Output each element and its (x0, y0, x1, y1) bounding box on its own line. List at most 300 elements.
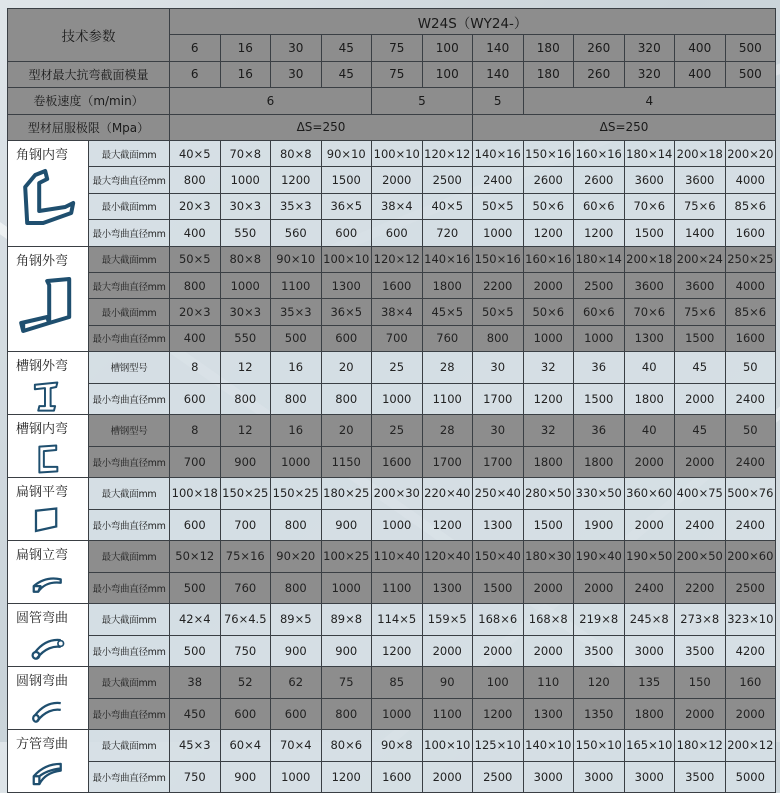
value-cell: 1800 (523, 446, 574, 478)
flat-bar-flat-bend-icon (28, 504, 68, 540)
value-cell: 8 (170, 352, 221, 384)
value-cell: 1800 (624, 698, 675, 730)
value-cell: 90 (422, 667, 473, 699)
value-cell: 2000 (725, 698, 776, 730)
value-cell: 75×6 (675, 193, 726, 219)
value-cell: 500 (271, 325, 322, 351)
value-cell: 2000 (372, 167, 423, 193)
value-cell: 800 (271, 572, 322, 604)
value-cell: 550 (220, 220, 271, 246)
value-cell: 1200 (372, 635, 423, 667)
value-cell: 2000 (574, 572, 625, 604)
table-row (8, 325, 776, 351)
value-cell: 700 (220, 509, 271, 541)
value-cell: 36×5 (321, 299, 372, 325)
value-cell: 1500 (473, 572, 524, 604)
modulus-value: 180 (523, 61, 574, 87)
table-row (8, 299, 776, 325)
value-cell: 1300 (624, 325, 675, 351)
model-number: 30 (271, 35, 322, 61)
group-cell (8, 541, 89, 604)
value-cell: 100×10 (321, 246, 372, 272)
table-row (8, 761, 776, 793)
value-cell: 1000 (220, 167, 271, 193)
value-cell: 180×30 (523, 541, 574, 573)
value-cell: 75×6 (675, 299, 726, 325)
value-cell: 2000 (473, 635, 524, 667)
value-cell: 1500 (624, 220, 675, 246)
angle-outer-bend-icon (13, 273, 83, 337)
value-cell: 89×5 (271, 604, 322, 636)
value-cell: 45 (675, 415, 726, 447)
flat-bar-edge-bend-icon (28, 567, 68, 603)
value-cell: 90×20 (271, 541, 322, 573)
value-cell: 50×6 (523, 299, 574, 325)
value-cell: 2000 (675, 383, 726, 415)
value-cell: 85×6 (725, 299, 776, 325)
value-cell: 160×16 (574, 140, 625, 166)
value-cell: 800 (170, 167, 221, 193)
model-number: 180 (523, 35, 574, 61)
value-cell: 1600 (372, 761, 423, 793)
value-cell: 150×40 (473, 541, 524, 573)
table-row (8, 415, 776, 447)
value-cell: 75 (321, 667, 372, 699)
row-label: 最小弯曲直径mm (89, 635, 170, 667)
value-cell: 150×25 (271, 478, 322, 510)
table-row (8, 383, 776, 415)
channel-inner-bend-icon (28, 441, 68, 477)
value-cell: 280×50 (523, 478, 574, 510)
value-cell: 12 (220, 415, 271, 447)
group-cell (8, 246, 89, 352)
value-cell: 150×16 (473, 246, 524, 272)
value-cell: 800 (271, 509, 322, 541)
value-cell: 1100 (372, 572, 423, 604)
value-cell: 1000 (372, 509, 423, 541)
yield-value: ΔS=250 (473, 114, 776, 140)
value-cell: 1400 (675, 220, 726, 246)
speed-label: 卷板速度（m/min） (8, 88, 170, 114)
row-label: 最大截面mm (89, 604, 170, 636)
value-cell: 900 (220, 446, 271, 478)
value-cell: 1000 (473, 220, 524, 246)
table-row (8, 272, 776, 298)
value-cell: 1000 (271, 446, 322, 478)
model-number: 140 (473, 35, 524, 61)
value-cell: 30×3 (220, 299, 271, 325)
row-label: 最大弯曲直径mm (89, 167, 170, 193)
row-label: 最大弯曲直径mm (89, 272, 170, 298)
value-cell: 75×16 (220, 541, 271, 573)
header-row-speed (8, 88, 776, 114)
model-name: W24S（WY24-） (170, 9, 776, 35)
value-cell: 2000 (675, 446, 726, 478)
modulus-value: 100 (422, 61, 473, 87)
value-cell: 1150 (321, 446, 372, 478)
value-cell: 273×8 (675, 604, 726, 636)
value-cell: 36×5 (321, 193, 372, 219)
yield-value: ΔS=250 (170, 114, 473, 140)
value-cell: 500×76 (725, 478, 776, 510)
value-cell: 50×12 (170, 541, 221, 573)
table-row (8, 446, 776, 478)
modulus-value: 260 (574, 61, 625, 87)
group-name: 方管弯曲 (16, 737, 69, 753)
value-cell: 45×5 (422, 299, 473, 325)
row-label: 最小弯曲直径mm (89, 220, 170, 246)
value-cell: 85 (372, 667, 423, 699)
value-cell: 50×5 (473, 193, 524, 219)
modulus-value: 16 (220, 61, 271, 87)
value-cell: 400 (170, 325, 221, 351)
value-cell: 3500 (675, 635, 726, 667)
value-cell: 165×10 (624, 730, 675, 762)
value-cell: 20×3 (170, 193, 221, 219)
param-label: 技术参数 (8, 9, 170, 62)
value-cell: 1000 (271, 761, 322, 793)
value-cell: 160×16 (523, 246, 574, 272)
row-label: 最大截面mm (89, 730, 170, 762)
table-row (8, 730, 776, 762)
yield-label: 型材屈服极限（Mpa） (8, 114, 170, 140)
value-cell: 1100 (422, 383, 473, 415)
speed-value: 5 (372, 88, 473, 114)
value-cell: 600 (220, 698, 271, 730)
value-cell: 800 (321, 698, 372, 730)
value-cell: 1000 (220, 272, 271, 298)
value-cell: 25 (372, 352, 423, 384)
value-cell: 4200 (725, 635, 776, 667)
group-cell (8, 604, 89, 667)
value-cell: 450 (170, 698, 221, 730)
value-cell: 140×16 (422, 246, 473, 272)
value-cell: 90×10 (321, 140, 372, 166)
speed-value: 5 (473, 88, 524, 114)
angle-inner-bend-icon (13, 167, 83, 231)
value-cell: 700 (372, 325, 423, 351)
value-cell: 1300 (523, 698, 574, 730)
group-cell (8, 140, 89, 246)
value-cell: 2000 (422, 635, 473, 667)
value-cell: 32 (523, 415, 574, 447)
table-row (8, 478, 776, 510)
value-cell: 200×50 (675, 541, 726, 573)
value-cell: 125×10 (473, 730, 524, 762)
header-row-yield (8, 114, 776, 140)
row-label: 最小弯曲直径mm (89, 761, 170, 793)
modulus-value: 75 (372, 61, 423, 87)
value-cell: 28 (422, 352, 473, 384)
table-row (8, 635, 776, 667)
value-cell: 2500 (574, 272, 625, 298)
value-cell: 330×50 (574, 478, 625, 510)
group-name: 槽钢内弯 (16, 422, 69, 438)
model-number: 45 (321, 35, 372, 61)
value-cell: 190×40 (574, 541, 625, 573)
speed-value: 6 (170, 88, 372, 114)
value-cell: 30 (473, 415, 524, 447)
group-cell (8, 730, 89, 793)
value-cell: 1200 (523, 383, 574, 415)
table-row (8, 246, 776, 272)
value-cell: 1600 (725, 220, 776, 246)
value-cell: 760 (220, 572, 271, 604)
value-cell: 2000 (523, 272, 574, 298)
value-cell: 8 (170, 415, 221, 447)
value-cell: 100×25 (321, 541, 372, 573)
value-cell: 200×18 (624, 246, 675, 272)
group-name: 槽钢外弯 (16, 359, 69, 375)
value-cell: 750 (220, 635, 271, 667)
value-cell: 1700 (422, 446, 473, 478)
value-cell: 500 (170, 635, 221, 667)
value-cell: 360×60 (624, 478, 675, 510)
value-cell: 80×8 (271, 140, 322, 166)
row-label: 最大截面mm (89, 541, 170, 573)
group-name: 角钢外弯 (16, 253, 69, 269)
value-cell: 800 (220, 383, 271, 415)
value-cell: 120 (574, 667, 625, 699)
value-cell: 3000 (574, 761, 625, 793)
modulus-label: 型材最大抗弯截面模量 (8, 61, 170, 87)
value-cell: 800 (321, 383, 372, 415)
value-cell: 2400 (624, 572, 675, 604)
value-cell: 50 (725, 415, 776, 447)
value-cell: 3600 (624, 272, 675, 298)
value-cell: 38×4 (372, 193, 423, 219)
value-cell: 25 (372, 415, 423, 447)
value-cell: 32 (523, 352, 574, 384)
value-cell: 1900 (574, 509, 625, 541)
value-cell: 190×50 (624, 541, 675, 573)
value-cell: 1700 (473, 383, 524, 415)
group-cell (8, 352, 89, 415)
value-cell: 1200 (574, 220, 625, 246)
model-number: 100 (422, 35, 473, 61)
model-number: 6 (170, 35, 221, 61)
table-row (8, 140, 776, 166)
row-label: 槽钢型号 (89, 415, 170, 447)
value-cell: 120×12 (422, 140, 473, 166)
value-cell: 750 (170, 761, 221, 793)
value-cell: 150 (675, 667, 726, 699)
value-cell: 52 (220, 667, 271, 699)
value-cell: 20 (321, 415, 372, 447)
round-tube-bend-icon (28, 630, 68, 666)
table-row (8, 572, 776, 604)
value-cell: 200×20 (725, 140, 776, 166)
value-cell: 1600 (372, 446, 423, 478)
value-cell: 600 (271, 698, 322, 730)
value-cell: 600 (321, 220, 372, 246)
value-cell: 500 (170, 572, 221, 604)
value-cell: 70×8 (220, 140, 271, 166)
row-label: 最小弯曲直径mm (89, 383, 170, 415)
table-row (8, 193, 776, 219)
value-cell: 4000 (725, 272, 776, 298)
value-cell: 180×14 (624, 140, 675, 166)
value-cell: 1800 (574, 446, 625, 478)
group-name: 扁钢立弯 (16, 548, 69, 564)
value-cell: 1600 (372, 272, 423, 298)
value-cell: 900 (271, 635, 322, 667)
value-cell: 60×6 (574, 299, 625, 325)
table-row (8, 167, 776, 193)
model-number: 260 (574, 35, 625, 61)
group-name: 圆钢弯曲 (16, 674, 69, 690)
row-label: 最大截面mm (89, 246, 170, 272)
value-cell: 3600 (675, 272, 726, 298)
value-cell: 2500 (473, 761, 524, 793)
value-cell: 1200 (473, 698, 524, 730)
modulus-value: 500 (725, 61, 776, 87)
value-cell: 1500 (321, 167, 372, 193)
value-cell: 60×4 (220, 730, 271, 762)
value-cell: 80×6 (321, 730, 372, 762)
value-cell: 120×12 (372, 246, 423, 272)
value-cell: 16 (271, 415, 322, 447)
value-cell: 200×24 (675, 246, 726, 272)
value-cell: 110 (523, 667, 574, 699)
spec-table (7, 8, 776, 793)
value-cell: 38×4 (372, 299, 423, 325)
value-cell: 600 (321, 325, 372, 351)
row-label: 最小弯曲直径mm (89, 446, 170, 478)
value-cell: 62 (271, 667, 322, 699)
value-cell: 168×8 (523, 604, 574, 636)
value-cell: 180×25 (321, 478, 372, 510)
table-row (8, 541, 776, 573)
value-cell: 1000 (372, 698, 423, 730)
value-cell: 85×6 (725, 193, 776, 219)
value-cell: 1600 (725, 325, 776, 351)
value-cell: 3500 (675, 761, 726, 793)
value-cell: 50 (725, 352, 776, 384)
value-cell: 110×40 (372, 541, 423, 573)
value-cell: 120×40 (422, 541, 473, 573)
value-cell: 100×10 (372, 140, 423, 166)
value-cell: 76×4.5 (220, 604, 271, 636)
value-cell: 60×6 (574, 193, 625, 219)
value-cell: 140×16 (473, 140, 524, 166)
value-cell: 2600 (523, 167, 574, 193)
value-cell: 250×40 (473, 478, 524, 510)
value-cell: 70×4 (271, 730, 322, 762)
table-row (8, 667, 776, 699)
round-bar-bend-icon (28, 693, 68, 729)
value-cell: 400 (170, 220, 221, 246)
model-number: 320 (624, 35, 675, 61)
value-cell: 1300 (321, 272, 372, 298)
value-cell: 2000 (523, 572, 574, 604)
channel-outer-bend-icon (28, 378, 68, 414)
value-cell: 80×8 (220, 246, 271, 272)
row-label: 最小弯曲直径mm (89, 572, 170, 604)
value-cell: 1500 (675, 325, 726, 351)
value-cell: 140×10 (523, 730, 574, 762)
value-cell: 42×4 (170, 604, 221, 636)
value-cell: 30 (473, 352, 524, 384)
value-cell: 180×12 (675, 730, 726, 762)
value-cell: 323×10 (725, 604, 776, 636)
value-cell: 2500 (422, 167, 473, 193)
value-cell: 38 (170, 667, 221, 699)
value-cell: 1000 (372, 383, 423, 415)
value-cell: 4000 (725, 167, 776, 193)
value-cell: 800 (170, 272, 221, 298)
value-cell: 1500 (523, 509, 574, 541)
row-label: 槽钢型号 (89, 352, 170, 384)
value-cell: 35×3 (271, 193, 322, 219)
value-cell: 220×40 (422, 478, 473, 510)
value-cell: 550 (220, 325, 271, 351)
value-cell: 70×6 (624, 193, 675, 219)
row-label: 最小弯曲直径mm (89, 325, 170, 351)
value-cell: 1350 (574, 698, 625, 730)
value-cell: 3500 (574, 635, 625, 667)
table-row (8, 698, 776, 730)
value-cell: 1100 (271, 272, 322, 298)
value-cell: 12 (220, 352, 271, 384)
modulus-value: 400 (675, 61, 726, 87)
value-cell: 3000 (624, 761, 675, 793)
value-cell: 114×5 (372, 604, 423, 636)
row-label: 最小弯曲直径mm (89, 698, 170, 730)
group-name: 圆管弯曲 (16, 611, 69, 627)
group-name: 扁钢平弯 (16, 485, 69, 501)
value-cell: 3600 (624, 167, 675, 193)
value-cell: 28 (422, 415, 473, 447)
value-cell: 100×10 (422, 730, 473, 762)
value-cell: 36 (574, 415, 625, 447)
value-cell: 1700 (473, 446, 524, 478)
value-cell: 2000 (422, 761, 473, 793)
value-cell: 36 (574, 352, 625, 384)
value-cell: 2400 (473, 167, 524, 193)
value-cell: 50×5 (473, 299, 524, 325)
value-cell: 50×6 (523, 193, 574, 219)
row-label: 最小弯曲直径mm (89, 509, 170, 541)
value-cell: 760 (422, 325, 473, 351)
value-cell: 100×18 (170, 478, 221, 510)
value-cell: 1800 (422, 272, 473, 298)
value-cell: 560 (271, 220, 322, 246)
table-row (8, 220, 776, 246)
value-cell: 720 (422, 220, 473, 246)
value-cell: 1300 (473, 509, 524, 541)
value-cell: 700 (170, 446, 221, 478)
value-cell: 89×8 (321, 604, 372, 636)
value-cell: 1200 (523, 220, 574, 246)
modulus-value: 45 (321, 61, 372, 87)
value-cell: 2400 (725, 383, 776, 415)
value-cell: 250×25 (725, 246, 776, 272)
value-cell: 2000 (624, 509, 675, 541)
value-cell: 20 (321, 352, 372, 384)
value-cell: 600 (170, 509, 221, 541)
group-cell (8, 667, 89, 730)
value-cell: 2200 (675, 572, 726, 604)
value-cell: 40×5 (422, 193, 473, 219)
modulus-value: 320 (624, 61, 675, 87)
row-label: 最小截面mm (89, 299, 170, 325)
value-cell: 2000 (675, 698, 726, 730)
value-cell: 1000 (321, 572, 372, 604)
value-cell: 1100 (422, 698, 473, 730)
value-cell: 1300 (422, 572, 473, 604)
value-cell: 90×8 (372, 730, 423, 762)
